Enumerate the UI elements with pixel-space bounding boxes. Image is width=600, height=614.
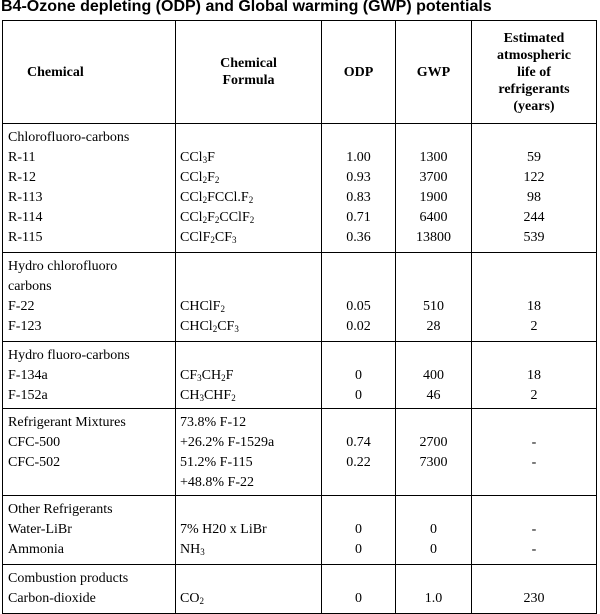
odp-value: 0.05 <box>346 299 371 314</box>
header-row <box>3 21 597 124</box>
header-formula <box>176 21 322 124</box>
blank-line <box>396 569 471 589</box>
header-chemical: Chemical <box>3 21 176 124</box>
life-value: 18 <box>527 299 541 314</box>
formula-value: $NH_3$ <box>180 542 205 557</box>
group-heading: Chlorofluoro-carbons <box>8 130 130 145</box>
blank-line <box>472 128 596 148</box>
chemical-name: Water-LiBr <box>8 522 72 537</box>
life-value: 59 <box>527 150 541 165</box>
odp-cell <box>322 124 396 253</box>
life-cell <box>472 253 597 342</box>
blank-line <box>180 346 321 366</box>
chemical-name: R-11 <box>8 150 36 165</box>
odp-value: 0.36 <box>346 230 371 245</box>
chemical-name: F-134a <box>8 368 48 383</box>
gwp-cell <box>396 342 472 409</box>
life-value: 2 <box>530 388 538 403</box>
odp-cell <box>322 496 396 565</box>
blank-line <box>472 346 596 366</box>
formula-value: $CCl_2FCCl.F_2$ <box>180 190 254 205</box>
blank-line <box>472 413 596 433</box>
formula-cell <box>176 565 322 614</box>
gwp-value: 0 <box>430 522 437 537</box>
gwp-cell <box>396 124 472 253</box>
life-value: - <box>531 455 537 470</box>
header-gwp: GWP <box>396 21 472 124</box>
formula-value: $CH_3CHF_2$ <box>180 388 236 403</box>
odp-value: 0 <box>355 522 362 537</box>
blank-line <box>180 277 321 297</box>
life-cell <box>472 496 597 565</box>
odp-value: 0.71 <box>346 210 371 225</box>
group-heading: Other Refrigerants <box>8 502 113 517</box>
blank-line <box>472 277 596 297</box>
chemical-name: CFC-502 <box>8 455 61 470</box>
chemical-name: CFC-500 <box>8 435 61 450</box>
odp-cell <box>322 342 396 409</box>
blank-line <box>322 346 395 366</box>
blank-line <box>322 500 395 520</box>
chemical-cell <box>3 409 176 496</box>
blank-line <box>472 500 596 520</box>
life-cell <box>472 409 597 496</box>
formula-cell <box>176 496 322 565</box>
chemical-name: R-114 <box>8 210 43 225</box>
gwp-value: 400 <box>423 368 444 383</box>
life-cell <box>472 124 597 253</box>
odp-cell <box>322 253 396 342</box>
formula-value: $CF_3CH_2F$ <box>180 368 234 383</box>
formula-value: +26.2% F-1529a <box>180 435 275 450</box>
chemical-name: F-22 <box>8 299 35 314</box>
blank-line <box>396 128 471 148</box>
blank-line <box>180 569 321 589</box>
chemical-cell <box>3 124 176 253</box>
table-group-row <box>3 409 597 496</box>
group-heading: Hydro chlorofluoro <box>8 259 118 274</box>
gwp-value: 1900 <box>419 190 448 205</box>
formula-value: $CCl_2F_2$ <box>180 170 220 185</box>
formula-cell <box>176 253 322 342</box>
gwp-cell <box>396 409 472 496</box>
odp-value: 0.74 <box>346 435 371 450</box>
blank-line <box>472 569 596 589</box>
header-formula-line: Formula <box>222 73 275 88</box>
gwp-value: 3700 <box>419 170 448 185</box>
header-odp: ODP <box>322 21 396 124</box>
chemical-name: Carbon-dioxide <box>8 591 96 606</box>
formula-cell <box>176 342 322 409</box>
blank-line <box>180 500 321 520</box>
gwp-value: 7300 <box>419 455 448 470</box>
header-life-line: (years) <box>513 98 555 114</box>
blank-line <box>396 500 471 520</box>
gwp-value: 2700 <box>419 435 448 450</box>
formula-value: +48.8% F-22 <box>180 475 255 490</box>
gwp-value: 1.0 <box>424 591 443 606</box>
formula-value: 7% H20 x LiBr <box>180 522 267 537</box>
gwp-value: 13800 <box>416 230 451 245</box>
odp-value: 1.00 <box>346 150 371 165</box>
chemical-name: F-123 <box>8 319 42 334</box>
refrigerant-potentials-table <box>2 20 597 614</box>
group-heading: Refrigerant Mixtures <box>8 415 126 430</box>
blank-line <box>322 413 395 433</box>
blank-line <box>472 257 596 277</box>
gwp-cell <box>396 496 472 565</box>
formula-cell <box>176 124 322 253</box>
life-value: - <box>531 522 537 537</box>
life-cell <box>472 565 597 614</box>
life-value: 122 <box>523 170 545 185</box>
formula-value: 51.2% F-115 <box>180 455 253 470</box>
life-value: - <box>531 435 537 450</box>
header-life-line: life of <box>517 64 551 80</box>
formula-cell <box>176 409 322 496</box>
formula-value: 73.8% F-12 <box>180 415 247 430</box>
chemical-name: R-115 <box>8 230 43 245</box>
odp-value: 0.02 <box>346 319 371 334</box>
formula-value: CCl$_3$F <box>180 150 215 165</box>
odp-value: 0 <box>355 542 362 557</box>
blank-line <box>396 346 471 366</box>
odp-value: 0 <box>355 591 362 606</box>
header-life-line: Estimated <box>503 30 565 46</box>
table-group-row <box>3 253 597 342</box>
chemical-cell <box>3 342 176 409</box>
blank-line <box>322 128 395 148</box>
blank-line <box>396 277 471 297</box>
gwp-value: 6400 <box>419 210 448 225</box>
group-heading: Combustion products <box>8 571 129 586</box>
gwp-value: 0 <box>430 542 437 557</box>
table-group-row <box>3 124 597 253</box>
gwp-value: 510 <box>423 299 444 314</box>
chemical-name: Ammonia <box>8 542 64 557</box>
life-value: - <box>531 542 537 557</box>
blank-line <box>396 257 471 277</box>
gwp-value: 1300 <box>419 150 448 165</box>
life-value: 18 <box>527 368 541 383</box>
formula-value: $CClF_2CF_3$ <box>180 230 237 245</box>
gwp-value: 46 <box>426 388 441 403</box>
odp-value: 0 <box>355 368 362 383</box>
odp-cell <box>322 409 396 496</box>
table-group-row <box>3 565 597 614</box>
odp-value: 0.22 <box>346 455 371 470</box>
life-value: 2 <box>530 319 538 334</box>
gwp-value: 28 <box>426 319 441 334</box>
chemical-name: R-12 <box>8 170 36 185</box>
page-title: B4-Ozone depleting (ODP) and Global warming (GWP) potentials <box>1 0 492 15</box>
header-formula-line: Chemical <box>220 56 277 71</box>
blank-line <box>322 257 395 277</box>
life-value: 244 <box>523 210 545 225</box>
blank-line <box>396 413 471 433</box>
life-cell <box>472 342 597 409</box>
group-heading: Hydro fluoro-carbons <box>8 348 130 363</box>
odp-value: 0.93 <box>346 170 371 185</box>
life-value: 98 <box>527 190 541 205</box>
formula-value: $CCl_2F_2CClF_2$ <box>180 210 255 225</box>
formula-value: $CO_2$ <box>180 591 204 606</box>
chemical-name: R-113 <box>8 190 43 205</box>
gwp-cell <box>396 565 472 614</box>
odp-value: 0 <box>355 388 362 403</box>
odp-value: 0.83 <box>346 190 371 205</box>
header-life-line: refrigerants <box>498 81 570 97</box>
chemical-cell <box>3 253 176 342</box>
header-life <box>472 21 597 124</box>
table-group-row <box>3 496 597 565</box>
blank-line <box>322 569 395 589</box>
chemical-cell <box>3 565 176 614</box>
header-life-line: atmospheric <box>497 47 571 63</box>
life-value: 539 <box>523 230 545 245</box>
formula-value: $CHCl_2CF_3$ <box>180 319 239 334</box>
blank-line <box>180 257 321 277</box>
blank-line <box>322 277 395 297</box>
life-value: 230 <box>523 591 545 606</box>
chemical-name: F-152a <box>8 388 48 403</box>
table-group-row <box>3 342 597 409</box>
group-heading: carbons <box>8 279 52 294</box>
blank-line <box>180 128 321 148</box>
odp-cell <box>322 565 396 614</box>
chemical-cell <box>3 496 176 565</box>
formula-value: CHClF$_2$ <box>180 299 225 314</box>
gwp-cell <box>396 253 472 342</box>
